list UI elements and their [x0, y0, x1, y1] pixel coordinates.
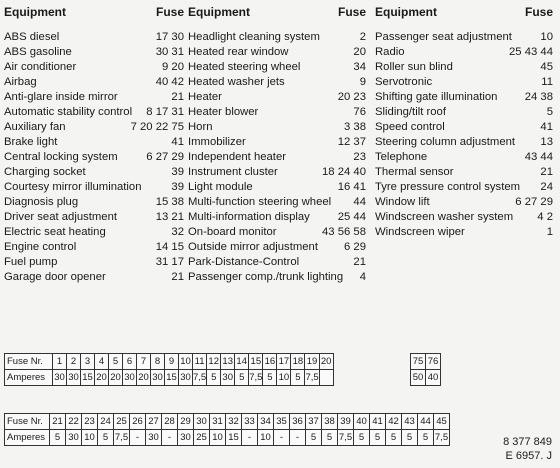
- fuse-nr-label: Fuse Nr.: [5, 354, 53, 370]
- fuse-numbers: 6 29: [344, 241, 366, 253]
- amperage-cell: 5: [291, 370, 305, 386]
- equipment-header: Equipment: [4, 5, 66, 19]
- equipment-row: [375, 120, 553, 135]
- fuse-numbers: 6 27 29: [515, 196, 553, 208]
- equipment-name: Airbag: [4, 76, 37, 88]
- fuse-number-cell: 28: [162, 414, 178, 430]
- amperage-cell: -: [130, 430, 146, 446]
- fuse-numbers: 4 2: [537, 211, 553, 223]
- fuse-numbers: 13: [540, 136, 553, 148]
- fuse-numbers: 15 38: [155, 196, 184, 208]
- equipment-name: Multi-information display: [188, 211, 310, 223]
- fuse-number-cell: 26: [130, 414, 146, 430]
- equipment-row: [4, 150, 184, 165]
- fuse-number-cell: 31: [210, 414, 226, 430]
- fuse-number-cell: 76: [426, 354, 441, 370]
- fuse-numbers: 1: [546, 226, 553, 238]
- amperage-cell: 30: [66, 430, 82, 446]
- equipment-row: [375, 150, 553, 165]
- fuse-numbers: 24: [540, 181, 553, 193]
- equipment-row: [375, 75, 553, 90]
- equipment-name: Driver seat adjustment: [4, 211, 118, 223]
- fuse-numbers: 10: [540, 31, 553, 43]
- fuse-numbers: 24 38: [524, 91, 553, 103]
- amperage-cell: 30: [151, 370, 165, 386]
- fuse-numbers: 41: [171, 136, 184, 148]
- equipment-name: Windscreen washer system: [375, 211, 514, 223]
- equipment-name: Windscreen wiper: [375, 226, 465, 238]
- fuse-numbers: 14 15: [155, 241, 184, 253]
- equipment-name: Roller sun blind: [375, 61, 453, 73]
- amperage-cell: 5: [98, 430, 114, 446]
- equipment-name: Passenger seat adjustment: [375, 31, 512, 43]
- equipment-name: Auxiliary fan: [4, 121, 66, 133]
- fuse-number-cell: 5: [109, 354, 123, 370]
- fuse-number-cell: 33: [242, 414, 258, 430]
- amperage-cell: 5: [386, 430, 402, 446]
- fuse-number-row: [5, 414, 450, 430]
- fuse-number-cell: 23: [82, 414, 98, 430]
- fuse-numbers: 7 20 22 75: [130, 121, 184, 133]
- equipment-name: Central locking system: [4, 151, 118, 163]
- amperes-label: Amperes: [5, 370, 53, 386]
- equipment-header: Equipment: [375, 5, 437, 19]
- fuse-number-cell: 40: [354, 414, 370, 430]
- edition-code: E 6957. J: [505, 450, 552, 462]
- equipment-name: Horn: [188, 121, 213, 133]
- equipment-column-3: [375, 0, 553, 240]
- amperes-row: [5, 430, 450, 446]
- equipment-name: Independent heater: [188, 151, 286, 163]
- amperage-cell: 7,5: [338, 430, 354, 446]
- fuse-numbers: 31 17: [155, 256, 184, 268]
- equipment-name: Fuel pump: [4, 256, 58, 268]
- equipment-row: [375, 135, 553, 150]
- fuse-number-cell: 35: [274, 414, 290, 430]
- fuse-number-cell: 38: [322, 414, 338, 430]
- amperage-cell: 25: [194, 430, 210, 446]
- equipment-name: Anti-glare inside mirror: [4, 91, 118, 103]
- equipment-name: Telephone: [375, 151, 428, 163]
- amperage-cell: 30: [67, 370, 81, 386]
- fuse-number-cell: 36: [290, 414, 306, 430]
- fuse-number-cell: 22: [66, 414, 82, 430]
- fuse-number-cell: 17: [277, 354, 291, 370]
- fuse-number-cell: 16: [263, 354, 277, 370]
- equipment-row: [4, 120, 184, 135]
- equipment-row: [4, 135, 184, 150]
- fuse-number-cell: 24: [98, 414, 114, 430]
- amperage-cell: 5: [354, 430, 370, 446]
- equipment-row: [188, 75, 366, 90]
- equipment-name: Speed control: [375, 121, 445, 133]
- equipment-row: [188, 210, 366, 225]
- fuse-number-row: [5, 354, 334, 370]
- equipment-list: [188, 30, 366, 285]
- equipment-name: Window lift: [375, 196, 430, 208]
- equipment-row: [188, 90, 366, 105]
- column-header: [188, 0, 366, 20]
- fuse-number-row: [411, 354, 441, 370]
- fuse-numbers: 21: [171, 91, 184, 103]
- fuse-numbers: 3 38: [344, 121, 366, 133]
- equipment-row: [375, 210, 553, 225]
- fuse-numbers: 30 31: [155, 46, 184, 58]
- fuse-numbers: 2: [359, 31, 366, 43]
- equipment-row: [375, 45, 553, 60]
- fuse-number-cell: 30: [194, 414, 210, 430]
- equipment-row: [4, 45, 184, 60]
- fuse-number-cell: 20: [319, 354, 333, 370]
- fuse-numbers: 44: [353, 196, 366, 208]
- amperes-row: [5, 370, 334, 386]
- equipment-row: [188, 165, 366, 180]
- fuse-number-cell: 27: [146, 414, 162, 430]
- equipment-name: Courtesy mirror illumination: [4, 181, 142, 193]
- equipment-row: [4, 30, 184, 45]
- fuse-number-cell: 37: [306, 414, 322, 430]
- fuse-number-cell: 8: [151, 354, 165, 370]
- fuse-number-cell: 43: [402, 414, 418, 430]
- fuse-number-cell: 25: [114, 414, 130, 430]
- fuse-numbers: 43 44: [524, 151, 553, 163]
- amperage-cell: 7,5: [193, 370, 207, 386]
- amperage-cell: [319, 370, 333, 386]
- fuse-numbers: 76: [353, 106, 366, 118]
- column-header: [375, 0, 553, 20]
- fuse-number-cell: 12: [207, 354, 221, 370]
- fuse-numbers: 20: [353, 46, 366, 58]
- equipment-row: [188, 30, 366, 45]
- fuse-nr-label: Fuse Nr.: [5, 414, 50, 430]
- equipment-row: [375, 30, 553, 45]
- part-number: 8 377 849: [503, 436, 552, 448]
- amperage-cell: 7,5: [434, 430, 450, 446]
- fuse-number-cell: 42: [386, 414, 402, 430]
- amperage-cell: 15: [81, 370, 95, 386]
- amperage-cell: 30: [178, 430, 194, 446]
- amperage-cell: 5: [207, 370, 221, 386]
- equipment-row: [188, 255, 366, 270]
- equipment-name: Diagnosis plug: [4, 196, 79, 208]
- equipment-row: [4, 195, 184, 210]
- equipment-name: Garage door opener: [4, 271, 106, 283]
- fuse-number-cell: 4: [95, 354, 109, 370]
- fuse-numbers: 12 37: [337, 136, 366, 148]
- amperage-cell: 5: [235, 370, 249, 386]
- equipment-row: [375, 180, 553, 195]
- fuse-number-cell: 32: [226, 414, 242, 430]
- amperage-cell: 20: [137, 370, 151, 386]
- fuse-number-cell: 34: [258, 414, 274, 430]
- equipment-name: Air conditioner: [4, 61, 77, 73]
- fuse-numbers: 41: [540, 121, 553, 133]
- equipment-column-2: [188, 0, 366, 285]
- amperage-cell: 50: [411, 370, 426, 386]
- equipment-name: Shifting gate illumination: [375, 91, 498, 103]
- fuse-number-cell: 45: [434, 414, 450, 430]
- equipment-name: Automatic stability control: [4, 106, 133, 118]
- fuse-numbers: 11: [541, 76, 553, 88]
- fuse-number-cell: 11: [193, 354, 207, 370]
- amperage-cell: 5: [370, 430, 386, 446]
- fuse-numbers: 9 20: [162, 61, 184, 73]
- equipment-row: [4, 270, 184, 285]
- equipment-name: Steering column adjustment: [375, 136, 516, 148]
- equipment-row: [4, 225, 184, 240]
- fuse-numbers: 39: [171, 166, 184, 178]
- equipment-row: [188, 120, 366, 135]
- fuse-header: Fuse: [337, 5, 366, 19]
- fuse-numbers: 5: [546, 106, 553, 118]
- fuse-number-cell: 9: [165, 354, 179, 370]
- equipment-name: Sliding/tilt roof: [375, 106, 446, 118]
- amperage-cell: 30: [53, 370, 67, 386]
- equipment-row: [4, 165, 184, 180]
- equipment-row: [188, 60, 366, 75]
- equipment-name: Heater: [188, 91, 222, 103]
- fuse-numbers: 43 56 58: [322, 226, 366, 238]
- fuse-number-cell: 10: [179, 354, 193, 370]
- equipment-row: [4, 60, 184, 75]
- fuse-header: Fuse: [524, 5, 553, 19]
- fuse-header: Fuse: [155, 5, 184, 19]
- equipment-row: [188, 240, 366, 255]
- equipment-list: [375, 30, 553, 240]
- amperage-cell: 5: [306, 430, 322, 446]
- amperage-cell: 40: [426, 370, 441, 386]
- fuse-numbers: 4: [359, 271, 366, 283]
- fuse-amperage-table-21-45: [4, 413, 450, 446]
- equipment-name: Charging socket: [4, 166, 86, 178]
- fuse-numbers: 21: [540, 166, 553, 178]
- amperage-cell: 30: [123, 370, 137, 386]
- equipment-row: [4, 240, 184, 255]
- equipment-name: Passenger comp./trunk lighting: [188, 271, 344, 283]
- equipment-row: [375, 90, 553, 105]
- equipment-column-1: [4, 0, 184, 285]
- equipment-name: Thermal sensor: [375, 166, 454, 178]
- fuse-numbers: 25 44: [337, 211, 366, 223]
- equipment-row: [188, 225, 366, 240]
- equipment-name: Brake light: [4, 136, 58, 148]
- equipment-name: Park-Distance-Control: [188, 256, 300, 268]
- equipment-row: [188, 45, 366, 60]
- fuse-number-cell: 7: [137, 354, 151, 370]
- fuse-amperage-table-75-76: [410, 353, 441, 386]
- fuse-numbers: 16 41: [337, 181, 366, 193]
- amperage-cell: 15: [226, 430, 242, 446]
- fuse-numbers: 21: [171, 271, 184, 283]
- amperage-cell: 5: [50, 430, 66, 446]
- equipment-row: [188, 195, 366, 210]
- equipment-row: [375, 105, 553, 120]
- equipment-name: Light module: [188, 181, 253, 193]
- equipment-row: [4, 255, 184, 270]
- fuse-numbers: 20 23: [337, 91, 366, 103]
- fuse-numbers: 23: [353, 151, 366, 163]
- equipment-name: ABS gasoline: [4, 46, 72, 58]
- amperage-cell: 5: [263, 370, 277, 386]
- fuse-number-cell: 6: [123, 354, 137, 370]
- amperage-cell: 10: [258, 430, 274, 446]
- fuse-numbers: 18 24 40: [322, 166, 366, 178]
- amperage-cell: 10: [82, 430, 98, 446]
- amperes-label: Amperes: [5, 430, 50, 446]
- equipment-name: Immobilizer: [188, 136, 246, 148]
- equipment-name: Multi-function steering wheel: [188, 196, 332, 208]
- equipment-name: Engine control: [4, 241, 77, 253]
- equipment-row: [375, 165, 553, 180]
- amperage-cell: -: [242, 430, 258, 446]
- amperage-cell: 10: [210, 430, 226, 446]
- fuse-number-cell: 21: [50, 414, 66, 430]
- fuse-numbers: 40 42: [155, 76, 184, 88]
- fuse-number-cell: 14: [235, 354, 249, 370]
- equipment-name: Heated steering wheel: [188, 61, 301, 73]
- amperage-cell: -: [274, 430, 290, 446]
- equipment-row: [188, 150, 366, 165]
- fuse-numbers: 45: [540, 61, 553, 73]
- equipment-row: [188, 270, 366, 285]
- amperage-cell: 7,5: [114, 430, 130, 446]
- fuse-number-cell: 13: [221, 354, 235, 370]
- fuse-amperage-table-1-20: [4, 353, 334, 386]
- amperage-cell: 30: [146, 430, 162, 446]
- fuse-number-cell: 29: [178, 414, 194, 430]
- fuse-number-cell: 39: [338, 414, 354, 430]
- equipment-row: [4, 180, 184, 195]
- equipment-list: [4, 30, 184, 285]
- equipment-name: Radio: [375, 46, 405, 58]
- amperage-cell: 7,5: [305, 370, 319, 386]
- fuse-number-cell: 1: [53, 354, 67, 370]
- amperage-cell: -: [290, 430, 306, 446]
- equipment-row: [375, 225, 553, 240]
- equipment-row: [4, 105, 184, 120]
- equipment-row: [4, 210, 184, 225]
- fuse-number-cell: 19: [305, 354, 319, 370]
- amperage-cell: -: [162, 430, 178, 446]
- fuse-number-cell: 41: [370, 414, 386, 430]
- fuse-numbers: 13 21: [155, 211, 184, 223]
- equipment-name: Instrument cluster: [188, 166, 278, 178]
- equipment-name: Outside mirror adjustment: [188, 241, 318, 253]
- equipment-name: On-board monitor: [188, 226, 277, 238]
- fuse-number-cell: 75: [411, 354, 426, 370]
- fuse-numbers: 17 30: [155, 31, 184, 43]
- amperage-cell: 5: [402, 430, 418, 446]
- fuse-number-cell: 18: [291, 354, 305, 370]
- amperage-cell: 5: [418, 430, 434, 446]
- equipment-row: [188, 180, 366, 195]
- fuse-numbers: 9: [359, 76, 366, 88]
- fuse-numbers: 39: [171, 181, 184, 193]
- equipment-row: [4, 90, 184, 105]
- amperage-cell: 20: [109, 370, 123, 386]
- equipment-name: Headlight cleaning system: [188, 31, 320, 43]
- equipment-row: [188, 135, 366, 150]
- equipment-name: Heated rear window: [188, 46, 289, 58]
- fuse-number-cell: 2: [67, 354, 81, 370]
- fuse-number-cell: 44: [418, 414, 434, 430]
- equipment-row: [4, 75, 184, 90]
- equipment-row: [375, 60, 553, 75]
- equipment-header: Equipment: [188, 5, 250, 19]
- amperes-row: [411, 370, 441, 386]
- amperage-cell: 30: [221, 370, 235, 386]
- equipment-name: Heater blower: [188, 106, 259, 118]
- equipment-row: [375, 195, 553, 210]
- amperage-cell: 30: [179, 370, 193, 386]
- fuse-numbers: 32: [171, 226, 184, 238]
- equipment-name: Tyre pressure control system: [375, 181, 521, 193]
- column-header: [4, 0, 184, 20]
- equipment-name: Servotronic: [375, 76, 433, 88]
- equipment-row: [188, 105, 366, 120]
- fuse-number-cell: 15: [249, 354, 263, 370]
- equipment-name: ABS diesel: [4, 31, 60, 43]
- amperage-cell: 7,5: [249, 370, 263, 386]
- fuse-numbers: 8 17 31: [146, 106, 184, 118]
- amperage-cell: 15: [165, 370, 179, 386]
- fuse-numbers: 21: [353, 256, 366, 268]
- equipment-name: Electric seat heating: [4, 226, 106, 238]
- amperage-cell: 5: [322, 430, 338, 446]
- equipment-name: Heated washer jets: [188, 76, 285, 88]
- fuse-numbers: 6 27 29: [146, 151, 184, 163]
- amperage-cell: 20: [95, 370, 109, 386]
- fuse-numbers: 25 43 44: [509, 46, 553, 58]
- amperage-cell: 10: [277, 370, 291, 386]
- fuse-number-cell: 3: [81, 354, 95, 370]
- fuse-numbers: 34: [353, 61, 366, 73]
